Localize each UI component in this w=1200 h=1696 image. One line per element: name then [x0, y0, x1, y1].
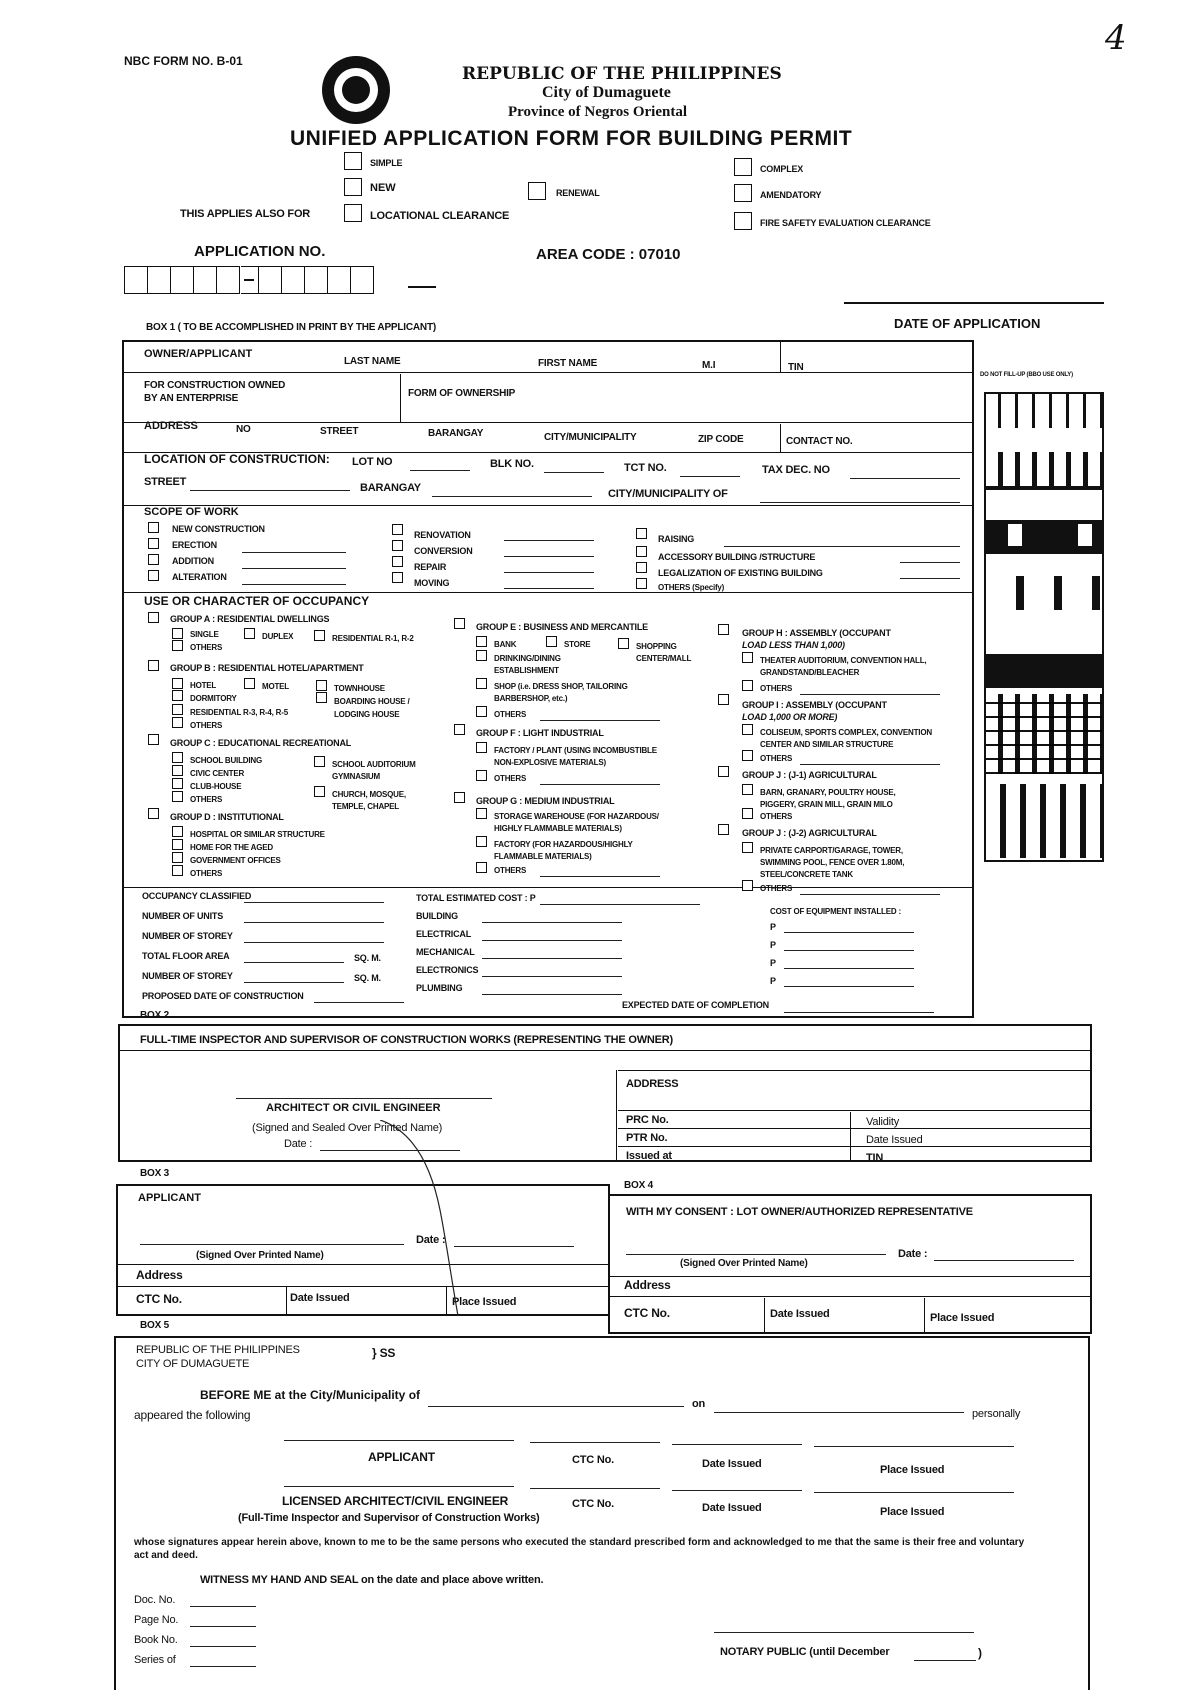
group-a-label: GROUP A : RESIDENTIAL DWELLINGS: [170, 614, 330, 624]
box3-label: BOX 3: [140, 1168, 170, 1179]
scope-erection: ERECTION: [172, 540, 217, 550]
group-j1-piggery: PIGGERY, GRAIN MILL, GRAIN MILO: [760, 800, 893, 809]
box4-date-label: Date :: [898, 1248, 928, 1260]
pen-stroke: [380, 1120, 500, 1320]
engineer-label: LICENSED ARCHITECT/CIVIL ENGINEER: [282, 1494, 509, 1508]
box5-applicant-label: APPLICANT: [368, 1450, 435, 1464]
for-construction-label-2: BY AN ENTERPRISE: [144, 393, 239, 404]
validity-label: Validity: [866, 1116, 900, 1128]
group-e-bank: BANK: [494, 640, 517, 649]
engineer-sub-label: (Full-Time Inspector and Supervisor of Construction Works): [238, 1512, 540, 1524]
address-label: ADDRESS: [144, 420, 198, 432]
group-c-church: CHURCH, MOSQUE,: [332, 790, 406, 799]
group-f-others: OTHERS: [494, 774, 527, 783]
scope-renovation: RENOVATION: [414, 530, 471, 540]
group-c-civic: CIVIC CENTER: [190, 769, 245, 778]
box5-republic: REPUBLIC OF THE PHILIPPINES: [136, 1344, 300, 1356]
zip-code-label: ZIP CODE: [698, 434, 744, 445]
box4-date-issued-label: Date Issued: [770, 1308, 830, 1320]
group-j1-label: GROUP J : (J-1) AGRICULTURAL: [742, 770, 877, 780]
box3-ctc-label: CTC No.: [136, 1292, 182, 1306]
tct-no-label: TCT NO.: [624, 462, 667, 474]
group-e-barbershop: BARBERSHOP, etc.): [494, 694, 568, 703]
expected-completion-label: EXPECTED DATE OF COMPLETION: [622, 1000, 769, 1010]
box4-place-issued-label: Place Issued: [930, 1312, 995, 1324]
group-a-duplex: DUPLEX: [262, 632, 294, 641]
peso-2: P: [770, 940, 776, 950]
group-b-label: GROUP B : RESIDENTIAL HOTEL/APARTMENT: [170, 663, 364, 673]
group-a-checkbox[interactable]: [148, 612, 159, 623]
group-c-school: SCHOOL BUILDING: [190, 756, 262, 765]
group-e-dining: DRINKING/DINING: [494, 654, 561, 663]
group-c-temple: TEMPLE, CHAPEL: [332, 802, 399, 811]
fire-safety-label: FIRE SAFETY EVALUATION CLEARANCE: [760, 218, 931, 228]
box2-address-label: ADDRESS: [626, 1078, 679, 1090]
scope-alteration: ALTERATION: [172, 572, 227, 582]
cost-electronics-label: ELECTRONICS: [416, 965, 479, 975]
consent-label: WITH MY CONSENT : LOT OWNER/AUTHORIZED REPRESENTATIVE: [626, 1206, 973, 1218]
box2-date-issued-label: Date Issued: [866, 1134, 923, 1146]
group-e-mall: CENTER/MALL: [636, 654, 692, 663]
box2-signed-label: (Signed and Sealed Over Printed Name): [252, 1122, 443, 1134]
group-g-label: GROUP G : MEDIUM INDUSTRIAL: [476, 796, 615, 806]
group-a-others: OTHERS: [190, 643, 223, 652]
mi-label: M.I: [702, 360, 716, 371]
fire-safety-checkbox[interactable]: [734, 212, 752, 230]
group-g-factory: FACTORY (FOR HAZARDOUS/HIGHLY: [494, 840, 633, 849]
bbo-use-only-label: DO NOT FILL-UP (BBO USE ONLY): [980, 372, 1073, 378]
street-2-label: STREET: [144, 476, 187, 488]
scope-new-construction: NEW CONSTRUCTION: [172, 524, 265, 534]
sqm-label-1: SQ. M.: [354, 953, 381, 963]
proposed-date-label: PROPOSED DATE OF CONSTRUCTION: [142, 991, 304, 1001]
scope-moving: MOVING: [414, 578, 450, 588]
group-b-others: OTHERS: [190, 721, 223, 730]
group-j2-carport: PRIVATE CARPORT/GARAGE, TOWER,: [760, 846, 903, 855]
group-c-clubhouse: CLUB-HOUSE: [190, 782, 242, 791]
lot-no-label: LOT NO: [352, 456, 393, 468]
group-g-checkbox[interactable]: [454, 792, 465, 803]
simple-label: SIMPLE: [370, 158, 403, 168]
series-label: Series of: [134, 1654, 176, 1666]
street-label: STREET: [320, 426, 359, 437]
notary-label: NOTARY PUBLIC (until December: [720, 1646, 890, 1658]
tin-label: TIN: [788, 362, 804, 373]
architect-label: ARCHITECT OR CIVIL ENGINEER: [266, 1102, 441, 1114]
group-j2-checkbox[interactable]: [718, 824, 729, 835]
use-occupancy-title: USE OR CHARACTER OF OCCUPANCY: [144, 594, 370, 608]
group-a-residential: RESIDENTIAL R-1, R-2: [332, 634, 414, 643]
application-no-label: APPLICATION NO.: [194, 243, 326, 260]
witness-label: WITNESS MY HAND AND SEAL on the date and place above written.: [200, 1574, 544, 1586]
renewal-label: RENEWAL: [556, 188, 600, 198]
group-e-establishment: ESTABLISHMENT: [494, 666, 559, 675]
box2-date-label: Date :: [284, 1138, 313, 1150]
prc-label: PRC No.: [626, 1114, 669, 1126]
on-label: on: [692, 1398, 706, 1410]
form-number: NBC FORM NO. B-01: [124, 54, 243, 68]
group-j2-others: OTHERS: [760, 884, 793, 893]
group-c-auditorium: SCHOOL AUDITORIUM: [332, 760, 416, 769]
header-city: City of Dumaguete: [542, 84, 671, 101]
group-f-factory: FACTORY / PLANT (USING INCOMBUSTIBLE: [494, 746, 657, 755]
group-d-label: GROUP D : INSTITUTIONAL: [170, 812, 284, 822]
group-a-single: SINGLE: [190, 630, 219, 639]
peso-3: P: [770, 958, 776, 968]
group-c-gymnasium: GYMNASIUM: [332, 772, 380, 781]
new-label: NEW: [370, 182, 396, 194]
group-e-shop: SHOP (i.e. DRESS SHOP, TAILORING: [494, 682, 628, 691]
group-b-motel: MOTEL: [262, 682, 289, 691]
group-h-checkbox[interactable]: [718, 624, 729, 635]
group-h-grandstand: GRANDSTAND/BLEACHER: [760, 668, 860, 677]
scope-of-work-title: SCOPE OF WORK: [144, 506, 239, 518]
complex-label: COMPLEX: [760, 164, 804, 174]
tax-dec-label: TAX DEC. NO: [762, 464, 830, 476]
box5-label: BOX 5: [140, 1320, 170, 1331]
group-b-boarding: BOARDING HOUSE /: [334, 697, 410, 706]
city-seal-icon: [322, 56, 390, 124]
group-j1-checkbox[interactable]: [718, 766, 729, 777]
group-c-label: GROUP C : EDUCATIONAL RECREATIONAL: [170, 738, 352, 748]
box3-signed-label: (Signed Over Printed Name): [196, 1250, 324, 1261]
page-no-label: Page No.: [134, 1614, 179, 1626]
box3-date-label: Date :: [416, 1234, 446, 1246]
group-j2-label: GROUP J : (J-2) AGRICULTURAL: [742, 828, 877, 838]
box4-ctc-label: CTC No.: [624, 1306, 670, 1320]
group-e-store: STORE: [564, 640, 591, 649]
no-label: NO: [236, 424, 251, 435]
personally-label: personally: [972, 1408, 1021, 1420]
page-title: UNIFIED APPLICATION FORM FOR BUILDING PERMIT: [290, 127, 853, 150]
amendatory-label: AMENDATORY: [760, 190, 822, 200]
box5-ctc-label: CTC No.: [572, 1454, 614, 1466]
number-of-storey-label: NUMBER OF STOREY: [142, 931, 233, 941]
group-g-others: OTHERS: [494, 866, 527, 875]
scope-conversion: CONVERSION: [414, 546, 473, 556]
box5-date-issued-label-2: Date Issued: [702, 1502, 762, 1514]
city-municipality-label: CITY/MUNICIPALITY: [544, 432, 637, 443]
area-code: AREA CODE : 07010: [536, 246, 681, 263]
group-b-hotel: HOTEL: [190, 681, 217, 690]
acknowledgment-statement: whose signatures appear herein above, known to me to be the same persons who executed the standard prescribed form and acknowledged to me that the same is their free and voluntary act and deed.: [134, 1537, 1025, 1561]
peso-1: P: [770, 922, 776, 932]
box5-city: CITY OF DUMAGUETE: [136, 1358, 250, 1370]
form-of-ownership-label: FORM OF OWNERSHIP: [408, 388, 516, 399]
group-j1-barn: BARN, GRANARY, POULTRY HOUSE,: [760, 788, 896, 797]
box5-place-issued-label-2: Place Issued: [880, 1506, 945, 1518]
cost-building-label: BUILDING: [416, 911, 458, 921]
group-i-label-2: LOAD 1,000 OR MORE): [742, 712, 838, 722]
contact-no-label: CONTACT NO.: [786, 436, 853, 447]
group-e-others: OTHERS: [494, 710, 527, 719]
group-h-theater: THEATER AUDITORIUM, CONVENTION HALL,: [760, 656, 927, 665]
box4-signed-label: (Signed Over Printed Name): [680, 1258, 808, 1269]
before-me-label: BEFORE ME at the City/Municipality of: [200, 1388, 421, 1402]
bbo-use-grid: [984, 392, 1104, 862]
box4-address-label: Address: [624, 1278, 671, 1292]
scope-repair: REPAIR: [414, 562, 447, 572]
group-b-checkbox[interactable]: [148, 660, 159, 671]
header-republic: REPUBLIC OF THE PHILIPPINES: [462, 64, 782, 84]
group-i-center: CENTER AND SIMILAR STRUCTURE: [760, 740, 894, 749]
group-c-others: OTHERS: [190, 795, 223, 804]
box5-place-issued-label: Place Issued: [880, 1464, 945, 1476]
group-j2-pool: SWIMMING POOL, FENCE OVER 1.80M,: [760, 858, 905, 867]
occupancy-classified-label: OCCUPANCY CLASSIFIED: [142, 891, 252, 901]
group-i-others: OTHERS: [760, 754, 793, 763]
group-j1-others: OTHERS: [760, 812, 793, 821]
ptr-label: PTR No.: [626, 1132, 668, 1144]
group-g-materials: FLAMMABLE MATERIALS): [494, 852, 592, 861]
box5-ctc-label-2: CTC No.: [572, 1498, 614, 1510]
group-d-hospital: HOSPITAL OR SIMILAR STRUCTURE: [190, 830, 325, 839]
cost-electrical-label: ELECTRICAL: [416, 929, 471, 939]
box3-place-issued-label: Place Issued: [452, 1296, 517, 1308]
box4-label: BOX 4: [624, 1180, 654, 1191]
appeared-label: appeared the following: [134, 1408, 251, 1422]
group-d-others: OTHERS: [190, 869, 223, 878]
group-e-checkbox[interactable]: [454, 618, 465, 629]
location-label: LOCATION OF CONSTRUCTION:: [144, 452, 330, 466]
notary-close: ): [978, 1646, 982, 1660]
last-name-label: LAST NAME: [344, 356, 401, 367]
cost-equipment-label: COST OF EQUIPMENT INSTALLED :: [770, 907, 901, 916]
owner-applicant-label: OWNER/APPLICANT: [144, 348, 253, 360]
scope-others: OTHERS (Specify): [658, 583, 725, 592]
group-f-label: GROUP F : LIGHT INDUSTRIAL: [476, 728, 604, 738]
complex-checkbox[interactable]: [734, 158, 752, 176]
box2-title: FULL-TIME INSPECTOR AND SUPERVISOR OF CONSTRUCTION WORKS (REPRESENTING THE OWNER): [140, 1034, 673, 1046]
box2-label: BOX 2: [140, 1010, 170, 1021]
group-d-government: GOVERNMENT OFFICES: [190, 856, 281, 865]
blk-no-label: BLK NO.: [490, 458, 534, 470]
group-f-checkbox[interactable]: [454, 724, 465, 735]
group-h-label-2: LOAD LESS THAN 1,000): [742, 640, 845, 650]
group-b-residential: RESIDENTIAL R-3, R-4, R-5: [190, 708, 288, 717]
scope-accessory: ACCESSORY BUILDING /STRUCTURE: [658, 552, 816, 562]
number-of-storey-2-label: NUMBER OF STOREY: [142, 971, 233, 981]
total-cost-label: TOTAL ESTIMATED COST : P: [416, 893, 536, 903]
date-of-application-label: DATE OF APPLICATION: [894, 316, 1041, 331]
peso-4: P: [770, 976, 776, 986]
group-d-home-aged: HOME FOR THE AGED: [190, 843, 273, 852]
group-e-shopping: SHOPPING: [636, 642, 677, 651]
renewal-checkbox[interactable]: [528, 182, 546, 200]
group-b-townhouse: TOWNHOUSE: [334, 684, 385, 693]
sqm-label-2: SQ. M.: [354, 973, 381, 983]
barangay-label: BARANGAY: [428, 428, 484, 439]
header-province: Province of Negros Oriental: [508, 104, 687, 120]
group-h-label: GROUP H : ASSEMBLY (OCCUPANT: [742, 628, 891, 638]
box1-title: BOX 1 ( TO BE ACCOMPLISHED IN PRINT BY THE APPLICANT): [146, 322, 436, 333]
total-floor-area-label: TOTAL FLOOR AREA: [142, 951, 230, 961]
group-d-checkbox[interactable]: [148, 808, 159, 819]
group-g-storage: STORAGE WAREHOUSE (FOR HAZARDOUS/: [494, 812, 659, 821]
box5-date-issued-label: Date Issued: [702, 1458, 762, 1470]
city-2-label: CITY/MUNICIPALITY OF: [608, 488, 728, 500]
issued-at-label: Issued at: [626, 1150, 672, 1162]
applies-also-label: THIS APPLIES ALSO FOR: [180, 208, 311, 220]
group-i-label: GROUP I : ASSEMBLY (OCCUPANT: [742, 700, 887, 710]
amendatory-checkbox[interactable]: [734, 184, 752, 202]
group-g-flammable: HIGHLY FLAMMABLE MATERIALS): [494, 824, 622, 833]
group-b-lodging: LODGING HOUSE: [334, 710, 400, 719]
group-i-coliseum: COLISEUM, SPORTS COMPLEX, CONVENTION: [760, 728, 932, 737]
scope-addition: ADDITION: [172, 556, 214, 566]
page-number: 4: [1105, 18, 1127, 58]
group-h-others: OTHERS: [760, 684, 793, 693]
for-construction-label-1: FOR CONSTRUCTION OWNED: [144, 380, 286, 391]
barangay-2-label: BARANGAY: [360, 482, 421, 494]
scope-raising: RAISING: [658, 534, 695, 544]
number-of-units-label: NUMBER OF UNITS: [142, 911, 223, 921]
simple-checkbox[interactable]: [344, 152, 362, 170]
group-e-label: GROUP E : BUSINESS AND MERCANTILE: [476, 622, 648, 632]
new-checkbox[interactable]: [344, 178, 362, 196]
group-i-checkbox[interactable]: [718, 694, 729, 705]
application-no-boxes[interactable]: [124, 266, 392, 296]
group-f-materials: NON-EXPLOSIVE MATERIALS): [494, 758, 606, 767]
locational-label: LOCATIONAL CLEARANCE: [370, 210, 510, 222]
group-c-checkbox[interactable]: [148, 734, 159, 745]
locational-checkbox[interactable]: [344, 204, 362, 222]
box5-ss: } SS: [372, 1346, 396, 1360]
box2-tin-label: TIN: [866, 1152, 884, 1164]
group-j2-tank: STEEL/CONCRETE TANK: [760, 870, 853, 879]
box3-date-issued-label: Date Issued: [290, 1292, 350, 1304]
box3-applicant-label: APPLICANT: [138, 1192, 201, 1204]
box3-address-label: Address: [136, 1268, 183, 1282]
scope-legalization: LEGALIZATION OF EXISTING BUILDING: [658, 568, 823, 578]
cost-plumbing-label: PLUMBING: [416, 983, 463, 993]
group-b-dormitory: DORMITORY: [190, 694, 237, 703]
book-no-label: Book No.: [134, 1634, 178, 1646]
first-name-label: FIRST NAME: [538, 358, 598, 369]
cost-mechanical-label: MECHANICAL: [416, 947, 475, 957]
doc-no-label: Doc. No.: [134, 1594, 176, 1606]
